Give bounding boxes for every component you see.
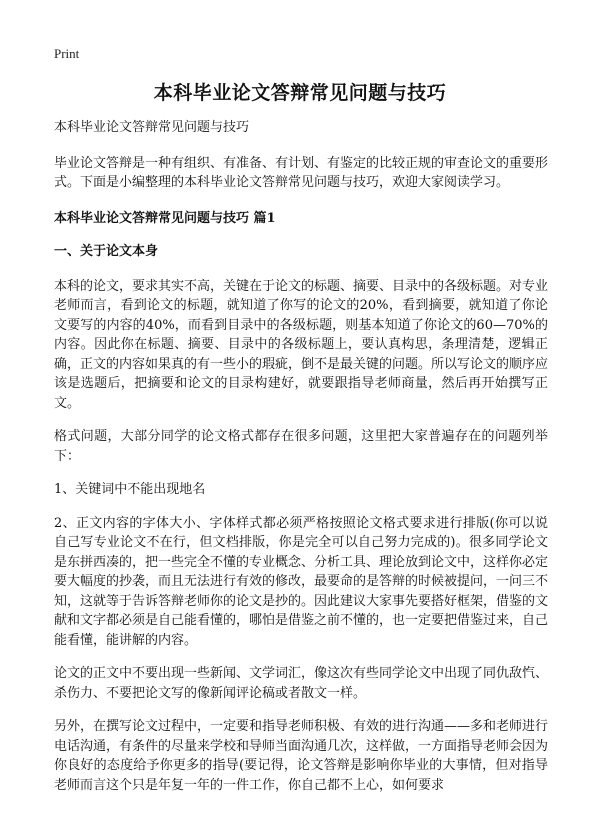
page-title: 本科毕业论文答辩常见问题与技巧 (153, 82, 447, 104)
document-body (54, 118, 548, 809)
body-paragraph: 1、关键词中不能出现地名 (54, 482, 206, 497)
subsection-heading: 一、关于论文本身 (54, 243, 159, 259)
print-link[interactable]: Print (54, 46, 80, 61)
intro-paragraph: 毕业论文答辩是一种有组织、有准备、有计划、有鉴定的比较正规的审查论文的重要形式。下面是小编整理的本科毕业论文答辩常见问题与技巧，欢迎大家阅读学习。 (54, 155, 549, 190)
body-paragraph: 另外，在撰写论文过程中，一定要和指导老师积极、有效的进行沟通——多和老师进行电话沟通，有条件的尽量来学校和导师当面沟通几次，这样做，一方面指导老师会因为你良好的态度给予你更多的指导(要记得，论文答辩是影响你毕业的大事情，但对指导老师而言这个只是年复一年的一件工作，你自己都不上心，如何要求 (54, 719, 549, 793)
body-paragraph: 论文的正文中不要出现一些新闻、文学词汇，像这次有些同学论文中出现了同仇敌忾、杀伤力、不要把论文写的像新闻评论稿或者散文一样。 (54, 666, 549, 701)
body-paragraph: 格式问题，大部分同学的论文格式都存在很多问题，这里把大家普遍存在的问题列举下： (54, 429, 548, 464)
document-subtitle: 本科毕业论文答辩常见问题与技巧 (54, 120, 250, 135)
body-paragraph: 本科的论文，要求其实不高，关键在于论文的标题、摘要、目录中的各级标题。对专业老师而言，看到论文的标题，就知道了你写的论文的20%，看到摘要，就知道了你论文要写的内容的40%，而看到目录中的各级标题，则基本知道了你论文的60—70%的内容。因此你在标题、摘要、目录中的各级标题上，要认真构思，条理清楚，逻辑正确，正文的内容如果真的有一些小的瑕疵，倒不是最关键的问题。所以写论文的顺序应该是选题后，把摘要和论文的目录构建好，就要跟指导老师商量，然后再开始撰写正文。 (54, 278, 549, 411)
body-paragraph: 2、正文内容的字体大小、字体样式都必须严格按照论文格式要求进行排版(你可以说自己写专业论文不在行，但文档排版，你是完全可以自己努力完成的)。很多同学论文是东拼西凑的，把一些完全不懂的专业概念、分析工具、理论放到论文中，这样你必定要大幅度的抄袭，而且无法进行有效的修改，最要命的是答辩的时候被提问，一问三不知，这就等于告诉答辩老师你的论文是抄的。因此建议大家事先要搭好框架，借鉴的文献和文字都必须是自己能看懂的，哪怕是借鉴之前不懂的，也一定要把借鉴过来，自己能看懂，能讲解的内容。 (54, 515, 549, 648)
section-heading: 本科毕业论文答辩常见问题与技巧 篇1 (54, 210, 276, 226)
